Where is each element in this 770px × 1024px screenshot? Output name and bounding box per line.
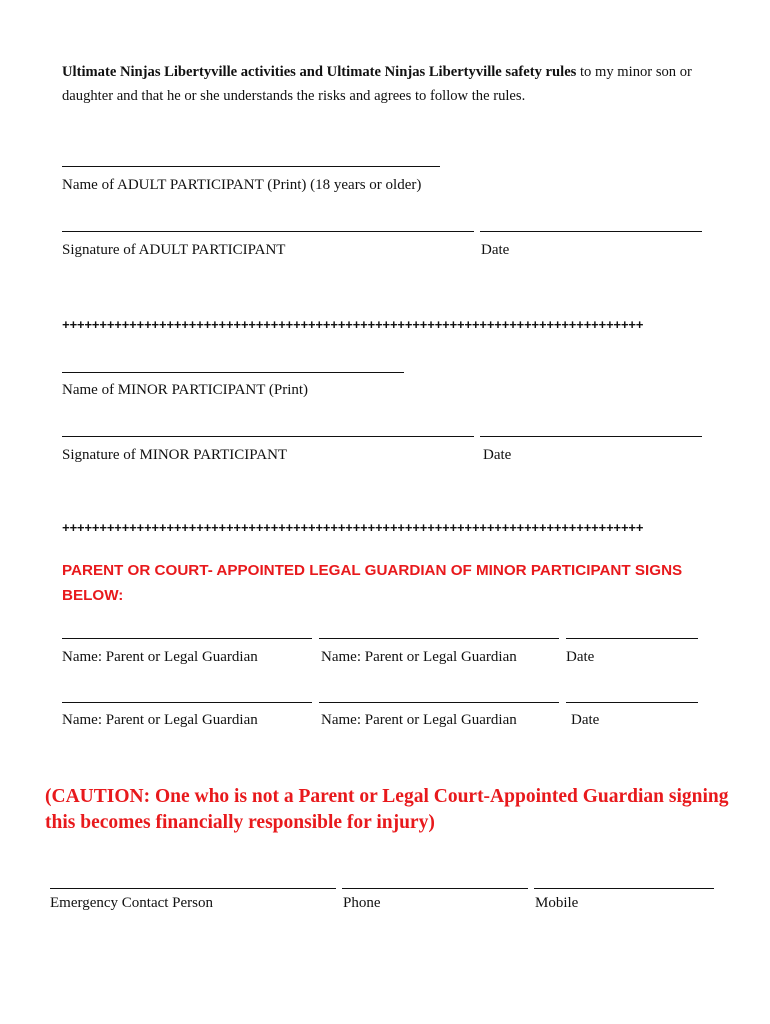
guardian-name-line[interactable] (319, 638, 559, 639)
adult-signature-line[interactable] (62, 231, 474, 232)
separator-plus-line: ++++++++++++++++++++++++++++++++++++++++++++++++++++++++++++++++++++++++++++++ (62, 521, 644, 536)
guardian-name-label: Name: Parent or Legal Guardian (321, 649, 517, 665)
minor-date-label: Date (483, 447, 512, 463)
adult-name-line[interactable] (62, 166, 440, 167)
guardian-name-label: Name: Parent or Legal Guardian (321, 712, 517, 728)
guardian-name-label: Name: Parent or Legal Guardian (62, 649, 258, 665)
minor-signature-line[interactable] (62, 436, 474, 437)
adult-date-line[interactable] (480, 231, 702, 232)
guardian-heading: PARENT OR COURT- APPOINTED LEGAL GUARDIAN OF MINOR PARTICIPANT SIGNS BELOW: (62, 562, 683, 604)
minor-name-label: Name of MINOR PARTICIPANT (Print) (62, 382, 309, 398)
guardian-date-line[interactable] (566, 702, 698, 703)
minor-date-line[interactable] (480, 436, 702, 437)
emergency-contact-line[interactable] (50, 888, 336, 889)
caution-notice: (CAUTION: One who is not a Parent or Legal Court-Appointed Guardian signing this becomes financially responsible for injury) (45, 786, 729, 833)
guardian-date-label: Date (566, 649, 595, 665)
guardian-name-line[interactable] (62, 702, 312, 703)
minor-signature-label: Signature of MINOR PARTICIPANT (62, 447, 288, 463)
guardian-name-label: Name: Parent or Legal Guardian (62, 712, 258, 728)
mobile-label: Mobile (535, 895, 579, 911)
guardian-name-line[interactable] (62, 638, 312, 639)
adult-signature-label: Signature of ADULT PARTICIPANT (62, 242, 286, 258)
phone-label: Phone (343, 895, 381, 911)
intro-rest-text: to my minor son or daughter and that he or she understands the risks and agrees to follow the rules. (62, 64, 692, 104)
guardian-date-label: Date (571, 712, 600, 728)
separator-plus-line: ++++++++++++++++++++++++++++++++++++++++++++++++++++++++++++++++++++++++++++++ (62, 318, 644, 333)
guardian-name-line[interactable] (319, 702, 559, 703)
minor-name-line[interactable] (62, 372, 404, 373)
adult-date-label: Date (481, 242, 510, 258)
emergency-contact-label: Emergency Contact Person (50, 895, 214, 911)
mobile-line[interactable] (534, 888, 714, 889)
adult-name-label: Name of ADULT PARTICIPANT (Print) (18 years or older) (62, 177, 422, 193)
guardian-date-line[interactable] (566, 638, 698, 639)
intro-bold-text: Ultimate Ninjas Libertyville activities and Ultimate Ninjas Libertyville safety rules (62, 64, 577, 80)
intro-paragraph (62, 60, 727, 108)
phone-line[interactable] (342, 888, 528, 889)
